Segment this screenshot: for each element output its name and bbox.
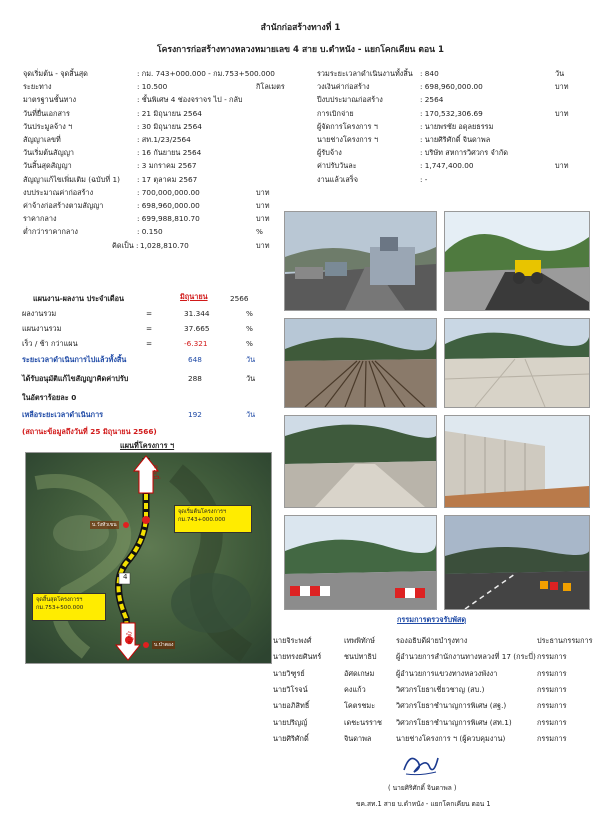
info-unit: วัน <box>555 69 565 78</box>
member-last-name: ชนปทาธิป <box>344 652 377 662</box>
status-note: (สถานะข้อมูลถึงวันที่ 25 มิถุนายน 2566) <box>22 427 157 436</box>
start-point-label: จุดเริ่มต้นโครงการฯ <box>178 509 227 515</box>
end-point-label: จุดสิ้นสุดโครงการฯ <box>36 597 83 603</box>
member-last-name: อัศดเกษม <box>344 668 375 678</box>
info-label: สัญญาแก้ไขเพิ่มเติม (ฉบับที่ 1) <box>23 174 120 184</box>
member-role: กรรมการ <box>537 717 567 727</box>
exempt-unit: วัน <box>246 374 256 383</box>
photo-milling-machine <box>284 211 437 311</box>
info-unit: % <box>256 227 263 237</box>
progress-equals: = <box>146 309 153 318</box>
progress-year: 2566 <box>230 294 249 303</box>
info-value: : นายพรชัย อดุลยธรรม <box>420 121 494 131</box>
info-unit: บาท <box>256 214 270 224</box>
progress-equals: = <box>146 339 153 348</box>
village-bottom-label: บ.ป่าตอง <box>154 642 174 648</box>
progress-value: 37.665 <box>184 324 210 333</box>
office-title: สำนักก่อสร้างทางที่ 1 <box>260 23 341 33</box>
info-label: นายช่างโครงการ ฯ <box>317 135 379 144</box>
info-label: ระยะทาง <box>23 82 52 92</box>
member-role: กรรมการ <box>537 668 567 678</box>
info-label: วันที่ยื่นเอกสาร <box>23 108 70 118</box>
info-label: วันเริ่มต้นสัญญา <box>23 148 75 158</box>
member-role: กรรมการ <box>537 701 567 711</box>
info-value: : บริษัท สหการวิศวกร จำกัด <box>420 148 508 158</box>
project-title: โครงการก่อสร้างทางหลวงหมายเลข 4 สาย บ.ดำหนัง - แยกโคกเคียน ตอน 1 <box>157 45 444 55</box>
member-role: กรรมการ <box>537 652 567 662</box>
info-value: : 2564 <box>420 95 444 105</box>
member-first-name: นายศิริศักดิ์ <box>273 733 309 743</box>
info-value: : กม. 743+000.000 - กม.753+500.000 <box>137 69 275 78</box>
member-last-name: จินดาพล <box>344 733 372 743</box>
diff-value: 1,028,810.70 <box>140 240 189 250</box>
end-point-km: กม.753+500.000 <box>36 605 84 611</box>
info-value: : นายศิริศักดิ์ จินดาพล <box>420 135 491 144</box>
member-last-name: คงแก้ว <box>344 684 366 694</box>
map-title: แผนที่โครงการ ฯ <box>120 441 175 450</box>
remaining-unit: วัน <box>246 410 256 419</box>
photo-concrete-lane <box>284 415 437 508</box>
info-value: : 170,532,306.69 <box>420 108 483 118</box>
member-first-name: นายอภิสิทธิ์ <box>273 701 310 711</box>
info-label: จุดเริ่มต้น - จุดสิ้นสุด <box>23 69 88 78</box>
info-value: : 699,988,810.70 <box>137 214 200 224</box>
info-label: วันสิ้นสุดสัญญา <box>23 161 72 171</box>
photo-road-barrier <box>284 515 437 610</box>
info-value: : 698,960,000.00 <box>420 82 483 92</box>
member-role: กรรมการ <box>537 684 567 694</box>
member-position: รองอธิบดีฝ่ายบำรุงทาง <box>396 636 468 645</box>
info-label: ค่าจ้างก่อสร้างตามสัญญา <box>23 201 104 210</box>
info-label: งานแล้วเสร็จ <box>317 174 359 184</box>
start-point-km: กม.743+000.000 <box>178 517 226 523</box>
member-first-name: นายวิโรจน์ <box>273 684 308 694</box>
elapsed-label: ระยะเวลาดำเนินการไปแล้วทั้งสิ้น <box>22 355 127 364</box>
progress-label: เร็ว / ช้า กว่าแผน <box>22 339 78 348</box>
delay-label: ในอัตราร้อยละ 0 <box>22 393 77 402</box>
info-label: สัญญาเลขที่ <box>23 135 61 144</box>
member-position: วิศวกรโยธาชำนาญการพิเศษ (สท.1) <box>396 717 512 727</box>
member-last-name: เดชะนรราช <box>344 717 382 727</box>
progress-unit: % <box>246 339 253 348</box>
member-first-name: นายทรงยศินทร์ <box>273 652 322 662</box>
member-last-name: เทพพิทักษ์ <box>344 636 375 645</box>
progress-title: แผนงาน-ผลงาน ประจำเดือน <box>33 294 125 303</box>
village-top-label: บ.วังหัวเขน <box>92 522 117 528</box>
remaining-value: 192 <box>188 410 202 419</box>
member-position: นายช่างโครงการ ฯ (ผู้ควบคุมงาน) <box>396 733 506 743</box>
info-value: : 698,960,000.00 <box>137 201 200 210</box>
progress-label: ผลงานรวม <box>22 309 57 318</box>
info-value: : 21 มิถุนายน 2564 <box>137 108 202 118</box>
info-label: ปีงบประมาณก่อสร้าง <box>317 95 383 105</box>
info-unit: บาท <box>555 82 569 92</box>
member-first-name: นายจิระพงศ์ <box>273 636 312 645</box>
info-label: ราคากลาง <box>23 214 57 224</box>
exempt-label: ได้รับอนุมัติแก้ไขสัญญาคิดค่าปรับ <box>22 374 129 383</box>
member-first-name: นายปริญญ์ <box>273 717 308 727</box>
info-unit: บาท <box>555 161 569 171</box>
member-role: ประธานกรรมการ <box>537 636 593 645</box>
info-value: : 30 มิถุนายน 2564 <box>137 121 202 131</box>
progress-label: แผนงานรวม <box>22 324 62 333</box>
member-position: วิศวกรโยธาเชี่ยวชาญ (สบ.) <box>396 684 485 694</box>
info-value: : 17 ตุลาคม 2567 <box>137 174 198 184</box>
info-unit: บาท <box>256 187 270 197</box>
photo-rebar-grid <box>284 318 437 408</box>
diff-label: คิดเป็น : <box>112 240 139 250</box>
highway-shield-label: 4 <box>123 573 128 581</box>
info-label: การเบิกจ่าย <box>317 108 354 118</box>
info-label: รวมระยะเวลาดำเนินงานทั้งสิ้น <box>317 69 413 78</box>
info-value: : 1,747,400.00 <box>420 161 474 171</box>
info-value: : 0.150 <box>137 227 163 237</box>
signature-position: ขค.สท.1 สาย บ.ดำหนัง - แยกโคกเคียน ตอน 1 <box>356 800 491 808</box>
info-value: : 3 มกราคม 2567 <box>137 161 197 171</box>
photo-finished-road <box>444 515 590 610</box>
info-label: วันประมูลจ้าง ฯ <box>23 121 73 131</box>
photo-concrete-slab <box>444 318 590 408</box>
info-unit: บาท <box>256 201 270 210</box>
road-direction-top: กระบี่ <box>152 465 159 479</box>
satellite-map-image <box>26 453 271 663</box>
end-point-callout <box>32 593 106 621</box>
progress-value: 31.344 <box>184 309 210 318</box>
exempt-value: 288 <box>188 374 202 383</box>
member-position: ผู้อำนวยการแขวงทางหลวงพังงา <box>396 668 498 678</box>
progress-month: มิถุนายน <box>180 292 208 301</box>
committee-title: กรรมการตรวจรับพัสดุ <box>397 615 467 624</box>
info-label: วงเงินค่าก่อสร้าง <box>317 82 370 92</box>
info-label: งบประมาณค่าก่อสร้าง <box>23 187 94 197</box>
diff-unit: บาท <box>256 240 270 250</box>
progress-unit: % <box>246 324 253 333</box>
elapsed-value: 648 <box>188 355 202 364</box>
info-label: ผู้จัดการโครงการ ฯ <box>317 121 378 131</box>
signature-name: ( นายศิริศักดิ์ จินดาพล ) <box>388 784 457 792</box>
info-value: : ชั้นพิเศษ 4 ช่องจราจร ไป - กลับ <box>137 95 243 105</box>
info-value: : 840 <box>420 69 439 78</box>
member-position: วิศวกรโยธาชำนาญการพิเศษ (สฐ.) <box>396 701 507 711</box>
info-value: : - <box>420 174 428 184</box>
remaining-label: เหลือระยะเวลาดำเนินการ <box>22 410 104 419</box>
photo-paving-roller <box>444 211 590 311</box>
road-direction-bottom: ภูเก็ต <box>126 631 133 645</box>
info-unit: บาท <box>555 108 569 118</box>
info-value: : 10.500 <box>137 82 168 92</box>
project-map <box>25 452 272 664</box>
elapsed-unit: วัน <box>246 355 256 364</box>
member-role: กรรมการ <box>537 733 567 743</box>
signature-image <box>400 750 442 778</box>
info-label: ผู้รับจ้าง <box>317 148 342 158</box>
member-first-name: นายวิฑูรย์ <box>273 668 305 678</box>
info-value: : 700,000,000.00 <box>137 187 200 197</box>
photo-retaining-wall <box>444 415 590 508</box>
info-label: ค่าปรับวันละ <box>317 161 357 171</box>
progress-equals: = <box>146 324 153 333</box>
progress-value: -6.321 <box>184 339 208 348</box>
member-last-name: โคตรชมะ <box>344 701 376 711</box>
info-value: : 16 กันยายน 2564 <box>137 148 202 158</box>
info-label: ต่ำกว่าราคากลาง <box>23 227 78 237</box>
info-value: : สท.1/23/2564 <box>137 135 191 144</box>
info-unit: กิโลเมตร <box>256 82 285 92</box>
member-position: ผู้อำนวยการสำนักงานทางหลวงที่ 17 (กระบี่) <box>396 652 536 662</box>
progress-unit: % <box>246 309 253 318</box>
start-point-callout <box>174 505 252 533</box>
info-label: มาตรฐานชั้นทาง <box>23 95 77 105</box>
